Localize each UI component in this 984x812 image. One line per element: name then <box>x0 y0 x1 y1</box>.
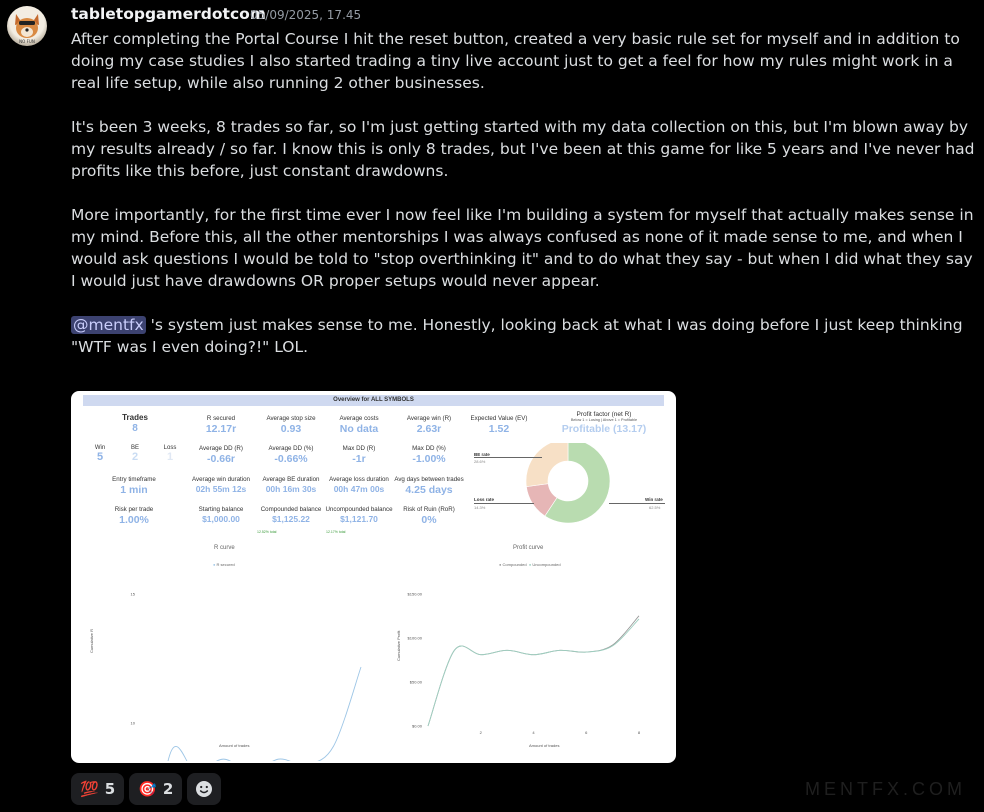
loss-stat: Loss 1 <box>163 445 177 463</box>
direct-hit-icon: 🎯 <box>138 780 157 798</box>
avg-loss-duration-stat: Average loss duration 00h 47m 00s <box>329 476 389 494</box>
win-rate-value: 62.5% <box>649 505 661 510</box>
avg-win-stat: Average win (R) 2.63r <box>406 415 452 435</box>
legend-r-secured: R secured <box>216 562 235 567</box>
reaction-count: 2 <box>162 780 174 798</box>
risk-of-ruin-stat: Risk of Ruin (RoR) 0% <box>403 506 455 526</box>
message-paragraph <box>71 314 981 358</box>
loss-rate-label: Loss rate <box>474 497 495 502</box>
message-paragraph: More importantly, for the first time ever I now feel like I'm building a system for myself that actually makes sense in my mind. Before this, all the other mentorships I was always confused as none of it made sense to me, and when I would ask questions I would be told to "stop overthinking it" and to do what they say - but when I did what they say I would just have drawdowns OR proper setups would never appear. <box>71 206 974 290</box>
series-line <box>141 667 361 761</box>
y-tick-label: $100.00 <box>407 635 422 641</box>
y-tick-label: $50.00 <box>409 679 422 685</box>
avg-days-stat: Avg days between trades 4.25 days <box>394 476 464 496</box>
x-tick-label: 2 <box>479 730 482 735</box>
legend-dot-icon: ● <box>213 562 216 567</box>
x-tick-label: 6 <box>585 730 588 735</box>
starting-balance-stat: Starting balance $1,000.00 <box>198 506 244 524</box>
legend-dot-icon: ● <box>499 562 502 567</box>
legend-compounded: Compounded <box>502 562 527 567</box>
image-attachment[interactable] <box>71 391 676 763</box>
r-curve-chart <box>71 551 371 761</box>
y-tick-label: $0.00 <box>411 723 422 729</box>
avg-be-duration-stat: Average BE duration 00h 16m 30s <box>262 476 320 494</box>
series-line <box>428 619 639 726</box>
uncompounded-pct: 12.17% total <box>326 530 346 534</box>
reaction-count: 5 <box>104 780 116 798</box>
timestamp: 05/09/2025, 17.45 <box>250 8 362 22</box>
profit-curve-chart <box>371 551 676 761</box>
r-curve-ylabel: Cumulative R <box>89 628 94 653</box>
avg-dd-r-stat: Average DD (R) -0.66r <box>199 445 243 465</box>
be-rate-leader <box>474 457 542 458</box>
avg-win-duration-stat: Average win duration 02h 55m 12s <box>191 476 251 494</box>
profit-curve-ylabel: Cumulative Profit <box>396 630 401 661</box>
hundred-points-icon: 💯 <box>80 780 99 798</box>
svg-text:NO FUN: NO FUN <box>19 39 35 44</box>
profit-curve-title: Profit curve <box>513 545 544 551</box>
y-tick-label: 10 <box>130 720 135 726</box>
r-curve-xlabel: Amount of trades <box>219 743 250 748</box>
y-tick-label: $150.00 <box>407 591 422 597</box>
message-paragraph: It's been 3 weeks, 8 trades so far, so I'm just getting started with my data collection on this, but I'm blown away by my results already / so far. I know this is only 8 trades, but I've been at this game for like 5 years and I've never had profits like this before, just constant drawdowns. <box>71 118 975 180</box>
r-curve-title: R curve <box>214 545 235 551</box>
avatar[interactable] <box>7 6 47 46</box>
dashboard-title: Overview for ALL SYMBOLS <box>83 395 664 406</box>
reaction-100[interactable] <box>71 773 124 805</box>
message-text: 's system just makes sense to me. Honestly, looking back at what I was doing before I just keep thinking "WTF was I even doing?!" LOL. <box>71 316 963 356</box>
reaction-dart[interactable] <box>129 773 182 805</box>
compounded-balance-stat: Compounded balance $1,125.22 <box>260 506 322 524</box>
y-tick-label: 15 <box>130 591 135 597</box>
be-rate-value: 28.6% <box>474 459 486 464</box>
win-rate-donut-chart <box>526 443 616 523</box>
win-stat: Win 5 <box>94 445 106 463</box>
entry-timeframe-stat: Entry timeframe 1 min <box>112 476 156 496</box>
loss-rate-value: 14.3% <box>474 505 486 510</box>
smile-icon <box>195 780 213 798</box>
x-tick-label: 4 <box>532 730 535 735</box>
reactions-bar <box>71 773 221 805</box>
series-line <box>428 616 639 726</box>
compounded-pct: 12.52% total <box>257 530 277 534</box>
legend-uncompounded: Uncompounded <box>532 562 561 567</box>
legend-dot-icon: ● <box>528 562 532 567</box>
uncompounded-balance-stat: Uncompounded balance $1,121.70 <box>325 506 393 524</box>
avg-dd-pct-stat: Average DD (%) -0.66% <box>268 445 314 465</box>
win-rate-leader <box>609 503 665 504</box>
r-secured-stat: R secured 12.17r <box>205 415 237 435</box>
be-rate-label: BE rate <box>474 452 490 457</box>
trades-stat: Trades 8 <box>122 413 148 434</box>
win-rate-label: Win rate <box>645 497 663 502</box>
be-slice <box>526 443 568 487</box>
username[interactable]: tabletopgamerdotcom <box>71 5 266 23</box>
ev-stat: Expected Value (EV) 1.52 <box>470 415 528 435</box>
message-content <box>71 28 981 380</box>
watermark: MENTFX.COM <box>805 779 966 799</box>
be-stat: BE 2 <box>130 445 139 463</box>
max-dd-r-stat: Max DD (R) -1r <box>342 445 376 465</box>
add-reaction-button[interactable] <box>187 773 221 805</box>
x-tick-label: 8 <box>637 730 641 735</box>
avg-stop-stat: Average stop size 0.93 <box>266 415 316 435</box>
avg-costs-stat: Average costs No data <box>339 415 379 435</box>
dog-avatar-icon <box>7 6 47 46</box>
profit-curve-xlabel: Amount of trades <box>529 743 560 748</box>
loss-rate-leader <box>474 503 534 504</box>
max-dd-pct-stat: Max DD (%) -1.00% <box>412 445 446 465</box>
message-paragraph: After completing the Portal Course I hit the reset button, created a very basic rule set for myself and in addition to doing my case studies I also started trading a tiny live account just to get a feel for how my rules might work in a real life setup, while also running 2 other businesses. <box>71 30 960 92</box>
profit-factor-stat: Profit factor (net R) Below 1 = Losing | Above 1 = Profitable Profitable (13.17) <box>561 411 647 435</box>
risk-per-trade-stat: Risk per trade 1.00% <box>114 506 154 526</box>
user-mention[interactable]: @mentfx <box>73 316 144 334</box>
